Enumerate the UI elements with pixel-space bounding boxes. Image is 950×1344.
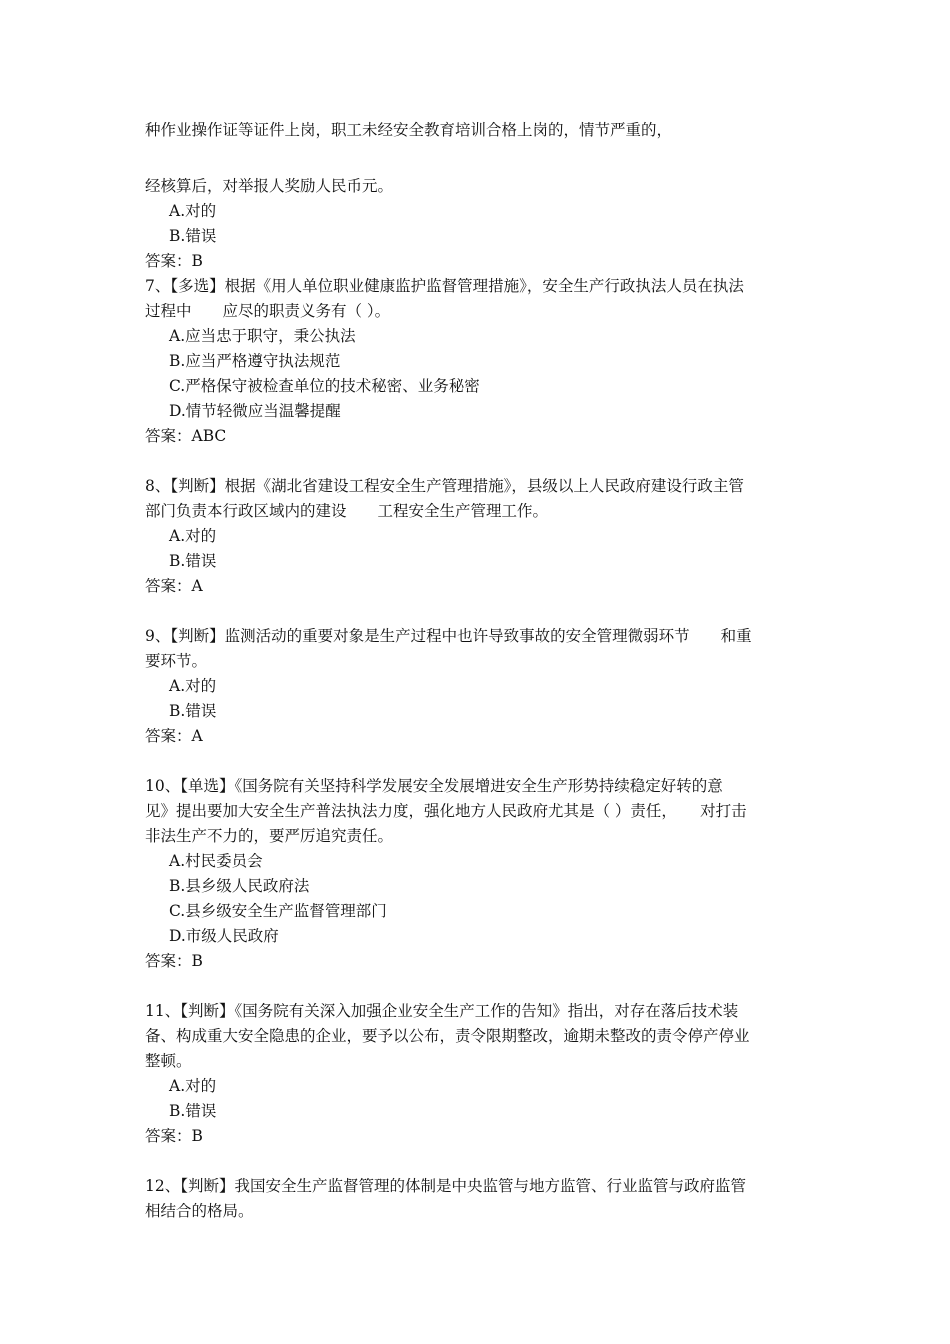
option-d: D.市级人民政府 [169, 927, 279, 945]
option-b: B.错误 [169, 552, 217, 570]
question-text-line: 备、构成重大安全隐患的企业，要予以公布，责令限期整改，逾期未整改的责令停产停业 [145, 1027, 750, 1045]
option-a: A.对的 [169, 202, 217, 220]
question-8 [145, 474, 810, 599]
intro-block [145, 118, 810, 274]
question-text-line: 相结合的格局。 [145, 1202, 254, 1220]
option-d: D.情节轻微应当温馨提醒 [169, 402, 341, 420]
question-11 [145, 999, 810, 1149]
option-c: C.严格保守被检查单位的技术秘密、业务秘密 [169, 377, 480, 395]
question-12 [145, 1174, 810, 1224]
answer-line: 答案：B [145, 1127, 203, 1145]
question-9 [145, 624, 810, 749]
question-text-line: 9、【判断】监测活动的重要对象是生产过程中也许导致事故的安全管理微弱环节 和重 [145, 627, 752, 645]
question-text-line: 非法生产不力的，要严厉追究责任。 [145, 827, 394, 845]
question-7 [145, 274, 810, 449]
option-c: C.县乡级安全生产监督管理部门 [169, 902, 387, 920]
question-text-line: 见》提出要加大安全生产普法执法力度，强化地方人民政府尤其是（ ）责任， 对打击 [145, 802, 747, 820]
question-10 [145, 774, 810, 974]
question-text-line: 11、【判断】《国务院有关深入加强企业安全生产工作的告知》指出，对存在落后技术装 [145, 1002, 739, 1020]
option-a: A.对的 [169, 677, 217, 695]
answer-line: 答案：B [145, 252, 203, 270]
intro-line-1: 种作业操作证等证件上岗，职工未经安全教育培训合格上岗的，情节严重的， [145, 121, 673, 139]
question-text-line: 过程中 应尽的职责义务有（ ）。 [145, 302, 391, 320]
question-text-line: 8、【判断】根据《湖北省建设工程安全生产管理措施》，县级以上人民政府建设行政主管 [145, 477, 744, 495]
document-page [145, 118, 810, 1224]
question-text-line: 12、【判断】我国安全生产监督管理的体制是中央监管与地方监管、行业监管与政府监管 [145, 1177, 746, 1195]
option-b: B.错误 [169, 1102, 217, 1120]
option-b: B.应当严格遵守执法规范 [169, 352, 341, 370]
option-a: A.应当忠于职守，秉公执法 [169, 327, 356, 345]
option-a: A.村民委员会 [169, 852, 263, 870]
answer-line: 答案：ABC [145, 427, 227, 445]
option-b: B.县乡级人民政府法 [169, 877, 310, 895]
intro-line-2: 经核算后，对举报人奖励人民币元。 [145, 177, 394, 195]
answer-line: 答案：A [145, 727, 203, 745]
question-text-line: 7、【多选】根据《用人单位职业健康监护监督管理措施》，安全生产行政执法人员在执法 [145, 277, 744, 295]
option-b: B.错误 [169, 227, 217, 245]
answer-line: 答案：A [145, 577, 203, 595]
answer-line: 答案：B [145, 952, 203, 970]
question-text-line: 10、【单选】《国务院有关坚持科学发展安全发展增进安全生产形势持续稳定好转的意 [145, 777, 723, 795]
option-a: A.对的 [169, 1077, 217, 1095]
option-a: A.对的 [169, 527, 217, 545]
question-text-line: 要环节。 [145, 652, 208, 670]
question-text-line: 部门负责本行政区域内的建设 工程安全生产管理工作。 [145, 502, 549, 520]
option-b: B.错误 [169, 702, 217, 720]
question-text-line: 整顿。 [145, 1052, 192, 1070]
